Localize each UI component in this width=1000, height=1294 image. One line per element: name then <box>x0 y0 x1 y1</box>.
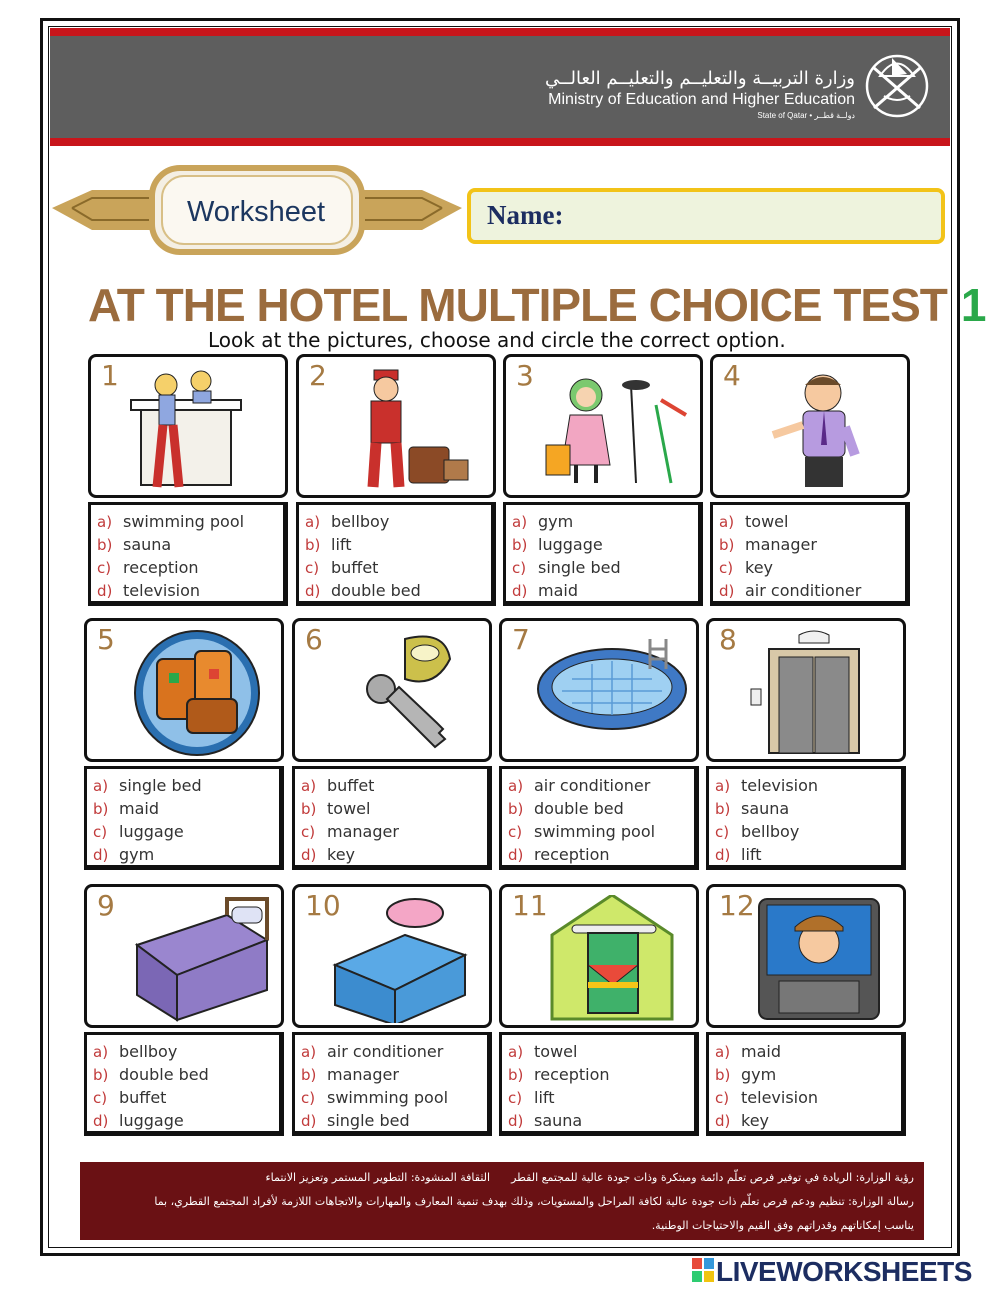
option-text: towel <box>745 512 789 531</box>
option-7-c[interactable] <box>508 820 694 843</box>
option-4-a[interactable] <box>719 510 905 533</box>
picture-box <box>292 618 492 762</box>
footer-vision: رؤية الوزارة: الريادة في توفير فرص تعلّم دائمة ومبتكرة وذات جودة عالية للمجتمع القطر <box>511 1171 914 1184</box>
ministry-name-arabic: وزارة التربيــة والتعليــم والتعليــم العالــي <box>545 68 855 89</box>
option-text: television <box>741 1088 819 1107</box>
option-text: lift <box>741 845 762 864</box>
options-box <box>292 1032 492 1136</box>
option-5-d[interactable] <box>93 843 279 866</box>
option-letter: a) <box>512 513 528 531</box>
name-label: Name: <box>487 200 564 230</box>
option-letter: a) <box>93 1043 109 1061</box>
swimming-pool-icon <box>532 629 692 757</box>
option-1-d[interactable] <box>97 579 283 602</box>
option-10-d[interactable] <box>301 1109 487 1132</box>
footer-line-1 <box>90 1166 914 1190</box>
options-box <box>296 502 496 606</box>
manager-icon <box>743 365 903 493</box>
towel-icon <box>532 895 692 1023</box>
instructions: Look at the pictures, choose and circle the correct option. <box>208 328 786 352</box>
state-of-qatar: State of Qatar • دولــة قطــر <box>757 111 855 120</box>
question-number: 10 <box>305 889 341 922</box>
header-red-stripe-bottom <box>50 138 950 146</box>
option-letter: a) <box>508 1043 524 1061</box>
options-box <box>84 1032 284 1136</box>
key-icon <box>325 629 485 757</box>
options-box <box>706 1032 906 1136</box>
page-title <box>88 278 986 332</box>
option-letter: a) <box>305 513 321 531</box>
option-text: air conditioner <box>327 1042 444 1061</box>
option-6-d[interactable] <box>301 843 487 866</box>
picture-box <box>706 884 906 1028</box>
option-text: luggage <box>119 822 184 841</box>
option-letter: b) <box>97 536 113 554</box>
picture-box <box>88 354 288 498</box>
option-text: buffet <box>331 558 379 577</box>
option-text: maid <box>119 799 159 818</box>
option-letter: a) <box>719 513 735 531</box>
question-number: 4 <box>723 359 741 392</box>
option-letter: b) <box>93 1066 109 1084</box>
option-12-a[interactable] <box>715 1040 901 1063</box>
option-letter: c) <box>93 823 108 841</box>
option-letter: a) <box>715 1043 731 1061</box>
option-text: bellboy <box>331 512 390 531</box>
option-3-d[interactable] <box>512 579 698 602</box>
option-8-a[interactable] <box>715 774 901 797</box>
option-2-a[interactable] <box>305 510 491 533</box>
option-text: double bed <box>119 1065 209 1084</box>
double-bed-icon <box>117 895 277 1023</box>
option-letter: d) <box>508 846 524 864</box>
option-text: lift <box>331 535 352 554</box>
qatar-emblem-icon <box>862 46 932 131</box>
option-11-c[interactable] <box>508 1086 694 1109</box>
name-field[interactable] <box>467 188 945 244</box>
option-letter: c) <box>305 559 320 577</box>
option-text: television <box>741 776 819 795</box>
ministry-header <box>50 28 950 146</box>
question-number: 6 <box>305 623 323 656</box>
option-letter: c) <box>508 823 523 841</box>
picture-box <box>710 354 910 498</box>
option-text: key <box>327 845 356 864</box>
option-8-c[interactable] <box>715 820 901 843</box>
option-text: towel <box>534 1042 578 1061</box>
options-box <box>710 502 910 606</box>
option-letter: b) <box>719 536 735 554</box>
option-11-b[interactable] <box>508 1063 694 1086</box>
options-box <box>84 766 284 870</box>
option-12-b[interactable] <box>715 1063 901 1086</box>
ministry-name-english: Ministry of Education and Higher Education <box>548 91 855 108</box>
option-text: reception <box>123 558 199 577</box>
question-number: 5 <box>97 623 115 656</box>
option-text: single bed <box>327 1111 410 1130</box>
option-letter: d) <box>301 846 317 864</box>
option-7-d[interactable] <box>508 843 694 866</box>
option-6-c[interactable] <box>301 820 487 843</box>
option-text: manager <box>745 535 817 554</box>
option-letter: c) <box>301 823 316 841</box>
option-text: manager <box>327 822 399 841</box>
television-icon <box>739 895 899 1023</box>
option-2-c[interactable] <box>305 556 491 579</box>
picture-box <box>84 618 284 762</box>
option-letter: c) <box>301 1089 316 1107</box>
option-letter: c) <box>715 1089 730 1107</box>
picture-box <box>503 354 703 498</box>
option-letter: d) <box>97 582 113 600</box>
option-3-b[interactable] <box>512 533 698 556</box>
option-letter: d) <box>719 582 735 600</box>
option-letter: b) <box>301 1066 317 1084</box>
picture-box <box>706 618 906 762</box>
option-1-c[interactable] <box>97 556 283 579</box>
option-4-b[interactable] <box>719 533 905 556</box>
option-8-b[interactable] <box>715 797 901 820</box>
question-number: 12 <box>719 889 755 922</box>
picture-box <box>84 884 284 1028</box>
option-letter: c) <box>97 559 112 577</box>
question-number: 3 <box>516 359 534 392</box>
option-letter: c) <box>715 823 730 841</box>
title-number: 1 <box>960 279 986 331</box>
option-letter: b) <box>508 800 524 818</box>
lift-icon <box>739 629 899 757</box>
option-9-d[interactable] <box>93 1109 279 1132</box>
luggage-icon <box>117 629 277 757</box>
option-10-c[interactable] <box>301 1086 487 1109</box>
option-letter: d) <box>301 1112 317 1130</box>
options-box <box>503 502 703 606</box>
option-text: swimming pool <box>534 822 656 841</box>
option-12-d[interactable] <box>715 1109 901 1132</box>
option-text: gym <box>741 1065 777 1084</box>
option-letter: b) <box>301 800 317 818</box>
option-text: luggage <box>119 1111 184 1130</box>
option-text: bellboy <box>741 822 800 841</box>
option-7-a[interactable] <box>508 774 694 797</box>
option-text: buffet <box>327 776 375 795</box>
option-5-c[interactable] <box>93 820 279 843</box>
footer-line-3: يناسب إمكاناتهم وقدراتهم وفق القيم والاحتياجات الوطنية. <box>651 1219 914 1232</box>
option-4-c[interactable] <box>719 556 905 579</box>
option-3-c[interactable] <box>512 556 698 579</box>
option-letter: a) <box>715 777 731 795</box>
option-text: double bed <box>331 581 421 600</box>
ministry-vision-footer <box>80 1162 924 1240</box>
question-number: 7 <box>512 623 530 656</box>
liveworksheets-badge-icon <box>692 1258 714 1282</box>
option-4-d[interactable] <box>719 579 905 602</box>
option-text: sauna <box>123 535 172 554</box>
option-letter: d) <box>305 582 321 600</box>
option-5-a[interactable] <box>93 774 279 797</box>
option-text: maid <box>538 581 578 600</box>
option-7-b[interactable] <box>508 797 694 820</box>
option-letter: c) <box>508 1089 523 1107</box>
options-box <box>499 766 699 870</box>
option-letter: b) <box>715 1066 731 1084</box>
header-red-stripe-top <box>50 28 950 36</box>
option-10-a[interactable] <box>301 1040 487 1063</box>
option-10-b[interactable] <box>301 1063 487 1086</box>
option-11-d[interactable] <box>508 1109 694 1132</box>
option-letter: c) <box>719 559 734 577</box>
option-6-a[interactable] <box>301 774 487 797</box>
option-text: swimming pool <box>327 1088 449 1107</box>
question-number: 2 <box>309 359 327 392</box>
option-8-d[interactable] <box>715 843 901 866</box>
worksheet-label: Worksheet <box>186 196 326 228</box>
option-1-b[interactable] <box>97 533 283 556</box>
option-letter: d) <box>93 846 109 864</box>
option-letter: a) <box>93 777 109 795</box>
option-text: air conditioner <box>745 581 862 600</box>
option-text: luggage <box>538 535 603 554</box>
option-letter: a) <box>301 1043 317 1061</box>
option-letter: b) <box>93 800 109 818</box>
option-12-c[interactable] <box>715 1086 901 1109</box>
option-text: towel <box>327 799 371 818</box>
options-box <box>292 766 492 870</box>
option-text: single bed <box>538 558 621 577</box>
option-text: maid <box>741 1042 781 1061</box>
option-letter: b) <box>715 800 731 818</box>
picture-box <box>296 354 496 498</box>
option-11-a[interactable] <box>508 1040 694 1063</box>
option-text: reception <box>534 845 610 864</box>
option-text: gym <box>538 512 574 531</box>
option-letter: d) <box>715 846 731 864</box>
option-letter: c) <box>93 1089 108 1107</box>
options-box <box>88 502 288 606</box>
option-5-b[interactable] <box>93 797 279 820</box>
option-text: lift <box>534 1088 555 1107</box>
picture-box <box>499 618 699 762</box>
single-bed-icon <box>325 895 485 1023</box>
option-letter: b) <box>512 536 528 554</box>
ministry-name <box>545 68 855 122</box>
question-number: 8 <box>719 623 737 656</box>
bellboy-icon <box>329 365 489 493</box>
option-9-c[interactable] <box>93 1086 279 1109</box>
option-letter: d) <box>508 1112 524 1130</box>
footer-culture: الثقافة المنشودة: التطوير المستمر وتعزيز الانتماء <box>265 1171 491 1184</box>
option-letter: a) <box>97 513 113 531</box>
reception-desk-icon <box>121 365 281 493</box>
option-text: single bed <box>119 776 202 795</box>
option-letter: b) <box>305 536 321 554</box>
picture-box <box>292 884 492 1028</box>
question-number: 1 <box>101 359 119 392</box>
maid-icon <box>536 365 696 493</box>
liveworksheets-brand: LIVEWORKSHEETS <box>716 1256 972 1287</box>
option-letter: b) <box>508 1066 524 1084</box>
option-1-a[interactable] <box>97 510 283 533</box>
option-text: sauna <box>534 1111 583 1130</box>
option-text: reception <box>534 1065 610 1084</box>
option-6-b[interactable] <box>301 797 487 820</box>
option-9-b[interactable] <box>93 1063 279 1086</box>
picture-box <box>499 884 699 1028</box>
option-letter: d) <box>93 1112 109 1130</box>
option-text: sauna <box>741 799 790 818</box>
question-number: 9 <box>97 889 115 922</box>
option-9-a[interactable] <box>93 1040 279 1063</box>
option-text: bellboy <box>119 1042 178 1061</box>
option-text: key <box>741 1111 770 1130</box>
option-text: gym <box>119 845 155 864</box>
option-3-a[interactable] <box>512 510 698 533</box>
option-text: television <box>123 581 201 600</box>
option-text: manager <box>327 1065 399 1084</box>
option-2-d[interactable] <box>305 579 491 602</box>
option-text: swimming pool <box>123 512 245 531</box>
option-text: key <box>745 558 774 577</box>
option-text: air conditioner <box>534 776 651 795</box>
title-text: AT THE HOTEL MULTIPLE CHOICE TEST <box>88 279 947 331</box>
options-box <box>706 766 906 870</box>
option-letter: d) <box>512 582 528 600</box>
option-letter: d) <box>715 1112 731 1130</box>
option-letter: a) <box>301 777 317 795</box>
option-letter: c) <box>512 559 527 577</box>
option-letter: a) <box>508 777 524 795</box>
option-text: buffet <box>119 1088 167 1107</box>
question-number: 11 <box>512 889 548 922</box>
footer-line-2: رسالة الوزارة: تنظيم ودعم فرص تعلّم ذات جودة عالية لكافة المراحل والمستويات، وذلك بهدف تنمية المعارف والمهارات والاتجاهات اللازمة لأفراد المجتمع القطري، بما <box>154 1195 914 1208</box>
option-2-b[interactable] <box>305 533 491 556</box>
options-box <box>499 1032 699 1136</box>
option-text: double bed <box>534 799 624 818</box>
